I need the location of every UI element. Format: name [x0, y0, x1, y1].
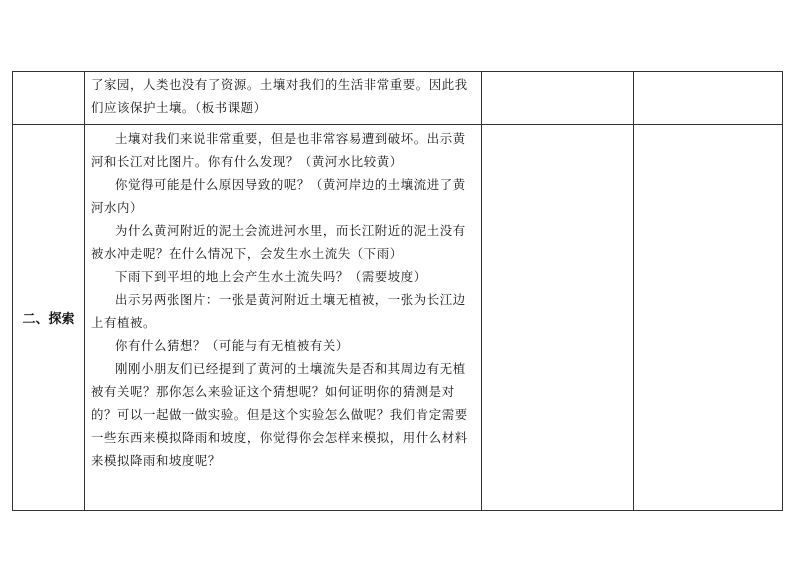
table-row: [13, 72, 783, 125]
content-paragraph: 刚刚小朋友们已经提到了黄河的土壤流失是否和其周边有无植被有关呢？那你怎么来验证这个猜想呢？如何证明你的猜测是对的？可以一起做一做实验。但是这个实验怎么做呢？我们肯定需要一些东西来模拟降雨和坡度，你觉得你会怎样来模拟，用什么材料来模拟降雨和坡度呢？: [91, 361, 468, 468]
stage-cell: 二、探索: [13, 125, 85, 511]
table-row: [13, 125, 783, 511]
notes-cell: [482, 72, 634, 125]
notes-cell: [482, 125, 634, 511]
content-paragraph: 出示另两张图片：一张是黄河附近土壤无植被，一张为长江边上有植被。: [91, 292, 466, 330]
content-paragraph: 下雨下到平坦的地上会产生水土流失吗？（需要坡度）: [115, 269, 427, 284]
content-paragraph: 为什么黄河附近的泥土会流进河水里，而长江附近的泥土没有被水冲走呢？在什么情况下，会发生水土流失（下雨）: [91, 223, 466, 261]
content-paragraph: 土壤对我们来说非常重要，但是也非常容易遭到破坏。出示黄河和长江对比图片。你有什么发现？（黄河水比较黄）: [91, 131, 466, 169]
content-paragraph: 你觉得可能是什么原因导致的呢？（黄河岸边的土壤流进了黄河水内）: [91, 177, 466, 215]
notes-cell: [634, 125, 783, 511]
stage-cell: [13, 72, 85, 125]
content-cell: [85, 125, 482, 511]
lesson-plan-table: [12, 71, 783, 511]
notes-cell: [634, 72, 783, 125]
content-paragraph: 了家园，人类也没有了资源。土壤对我们的生活非常重要。因此我们应该保护土壤。（板书课题）: [91, 77, 468, 115]
content-paragraph: 你有什么猜想？（可能与有无植被有关）: [115, 338, 349, 353]
content-cell: [85, 72, 482, 125]
